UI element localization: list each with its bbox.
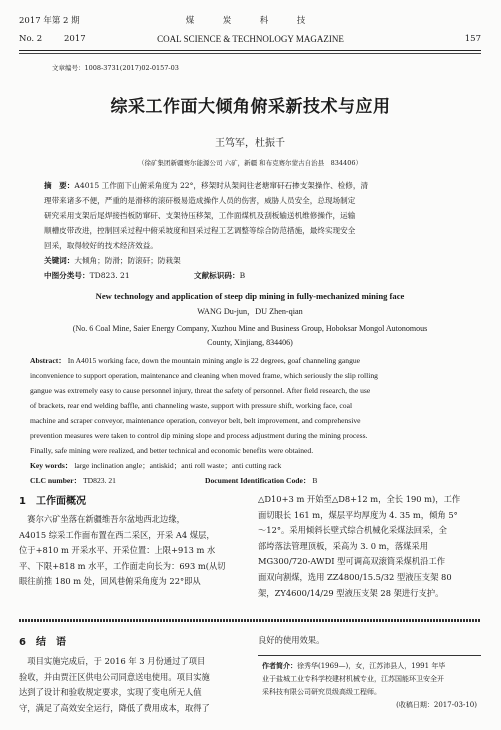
affiliation-en-line: (No. 6 Coal Mine, Saier Energy Company, Xuzhou Mine and Business Group, Hoboksar Mongol Autonomous [72, 324, 428, 333]
doc-code-cn-value: B [239, 271, 246, 280]
header-rule [19, 50, 481, 51]
article-title-cn: 综采工作面大倾角俯采新技术与应用 [110, 97, 391, 117]
body-line: 验收，并由贾汪区供电公司同意送电使用。项目实施 [19, 671, 210, 682]
abstract-en-line: In A4015 working face, down the mountain mining angle is 22 degrees, goaf channeling gangue [67, 356, 361, 365]
author-note-rule [258, 655, 481, 656]
body-line: 达到了设计和验收规定要求，实现了变电所无人值 [19, 687, 202, 698]
body-line: △D10+3 m 开始至△D8+12 m，全长 190 m)，工作 [258, 494, 461, 504]
affiliation-cn: （徐矿集团新疆赛尔能源公司 六矿，新疆 和布克赛尔蒙古自治县 834406） [138, 159, 362, 167]
section-1-right-column [258, 492, 481, 601]
keywords-cn-label: 关键词： [44, 256, 75, 265]
article-number: 文章编号：1008-3731(2017)02-0157-03 [52, 64, 179, 72]
header-page-number: 157 [464, 34, 481, 44]
abstract-cn-line: 顺槽皮带改进，控制回采过程中俯采坡度和回采过程工艺调整等综合防范措施，最终实现安全 [44, 226, 356, 235]
authors-cn: 王笃军，杜振千 [215, 138, 285, 149]
clc-cn [44, 268, 464, 283]
abstract-cn [44, 178, 464, 283]
header-journal-cn: 煤 炭 科 技 [185, 16, 316, 26]
clc-cn-label: 中图分类号： [44, 271, 90, 280]
page-break-rule [19, 619, 481, 622]
abstract-en-line: Finally, safe mining were realized, and better technical and economic benefits were obtained. [30, 446, 314, 455]
header-rule-thin [19, 53, 481, 54]
body-line: MG300/720-AWDI 型可调高双滚筒采煤机沿工作 [258, 556, 446, 567]
authors-en: WANG Du-jun，DU Zhen-qian [197, 307, 303, 316]
author-note-label: 作者简介： [262, 662, 297, 670]
keywords-cn-text: 大倾角；防滑；防滚矸；防栽架 [74, 256, 181, 265]
abstract-en-line: gangue was extremely easy to cause personnel injury, threat the safety of personnel. After field research, the use [30, 386, 371, 395]
body-line: 守，满足了高效安全运行，降低了费用成本，取得了 [19, 702, 210, 713]
header-journal-en: COAL SCIENCE & TECHNOLOGY MAGAZINE [157, 34, 344, 44]
body-line: 眼往前推 180 m 处，回风巷俯采角度为 22°即从 [19, 576, 201, 587]
clc-cn-value: TD823. 21 [89, 271, 130, 280]
body-line: 平、下限+818 m 水平，工作面走向长为：693 m(从切 [19, 560, 226, 571]
abstract-en-line: inconvenience to support operation, maintenance and cleaning when moved frame, which seriously the slip rolling [30, 371, 378, 380]
doc-code-cn-label: 文献标识码： [194, 271, 240, 280]
clc-en-value: TD823. 21 [83, 476, 116, 485]
body-line: 面切眼长 161 m，煤层平均厚度为 4. 35 m，倾角 5° [258, 509, 458, 520]
affiliation-en-line: County, Xinjiang, 834406) [207, 338, 293, 347]
keywords-en [30, 458, 476, 473]
keywords-en-text: large inclination angle；antiskid；anti roll waste；anti cutting rack [74, 461, 282, 470]
keywords-en-label: Key words： [30, 461, 73, 470]
section-6-right-text: 良好的使用效果。 [258, 635, 325, 645]
body-line: 面双向割煤，选用 ZZ4800/15.5/32 型液压支架 80 [258, 571, 452, 582]
section-6-heading: 6 结 语 [19, 637, 66, 648]
abstract-en-line: of brackets, rear end welding baffle, anti channeling waste, support with pressure shift, working face, coal [30, 401, 353, 410]
section-1-heading: 1 工作面概况 [19, 496, 86, 507]
abstract-cn-line: 回采，取得较好的技术经济效益。 [44, 241, 158, 250]
body-line: 部垮落法管理顶板，采高为 3. 0 m，落煤采用 [258, 540, 429, 551]
header-year: 2017 [64, 34, 86, 44]
abstract-cn-line: 理带来诸多不便，严重的是滑移的滚矸极易造成操作人员的伤害，威胁人员安全，总现场制定 [44, 196, 356, 205]
author-note-line: 采科技有限公司研究员级高级工程师。 [262, 688, 381, 696]
abstract-cn-line: 研究采用支架后尾焊接挡板防窜矸、支架待压移架，工作面煤机及刮板输送机维修操作，运输 [44, 211, 356, 220]
abstract-cn-line: A4015 工作面下山俯采角度为 22°，移架时从架间往老塘窜矸石掺支架操作、检修，清 [74, 181, 369, 190]
abstract-en-label: Abstract： [30, 356, 66, 365]
body-line: 项目实施完成后，于 2016 年 3 月份通过了项目 [19, 656, 206, 666]
abstract-cn-label: 摘 要： [44, 181, 75, 190]
received-date: (收稿日期：2017-03-10) [396, 701, 477, 709]
affiliation-en [19, 322, 481, 350]
body-line: A4015 综采工作面布置在西二采区，开采 A4 煤层， [19, 529, 215, 540]
doc-code-en-label: Document Identification Code： [205, 476, 311, 485]
keywords-cn [44, 253, 464, 268]
header-no: No. 2 [19, 34, 43, 44]
doc-code-en-value: B [312, 476, 318, 485]
clc-en-label: CLC number： [30, 476, 82, 485]
author-note-line: 业于盐城工业专科学校建材机械专业，江苏国能环卫安全开 [262, 675, 444, 683]
body-line: 赛尔六矿坐落在新疆维吾尔盆地西北边缘， [19, 514, 185, 524]
clc-en [30, 473, 476, 488]
body-line: ～12°。采用倾斜长壁式综合机械化采煤法回采，全 [258, 525, 447, 536]
author-note-line: 徐秀华(1969—)，女，江苏沛县人，1991 年毕 [297, 662, 446, 670]
abstract-en-line: machine and scraper conveyor, maintenance operation, conveyor belt, belt improvement, and comprehensive [30, 416, 361, 425]
abstract-en-line: prevention measures were taken to control dip mining slope and process adjustment during the mining process. [30, 431, 368, 440]
article-title-en: New technology and application of steep dip mining in fully-mechanized mining face [95, 291, 405, 301]
author-note [262, 660, 481, 712]
body-line: 位于+810 m 开采水平、开采位置：上限+913 m 水 [19, 545, 216, 556]
section-6-left-column [19, 654, 241, 716]
abstract-en [30, 353, 476, 488]
header-year-issue: 2017 年第 2 期 [19, 16, 80, 26]
section-1-left-column [19, 512, 241, 590]
body-line: 架，ZY4600/14/29 型液压支架 28 架进行支护。 [258, 587, 444, 598]
